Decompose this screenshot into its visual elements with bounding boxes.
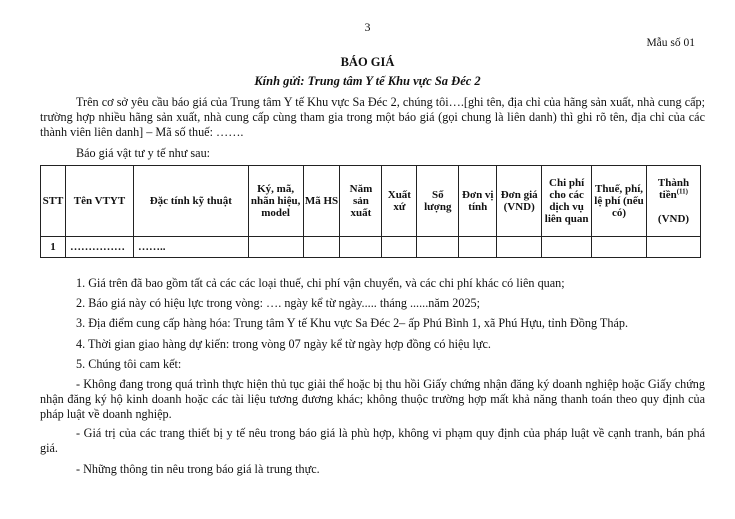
cell-origin: [382, 237, 417, 258]
commitment-3: - Những thông tin nêu trong báo giá là trung thực.: [76, 462, 320, 476]
cell-year: [340, 237, 382, 258]
form-number: Mẫu số 01: [646, 37, 695, 49]
header-spec: Đặc tính kỹ thuật: [133, 166, 248, 237]
cell-hs-code: [303, 237, 340, 258]
note-2: 2. Báo giá này có hiệu lực trong vòng: …. ngày kể từ ngày..... tháng ......năm 2025;: [76, 296, 481, 310]
greeting: Kính gửi: Trung tâm Y tế Khu vực Sa Đéc 2: [254, 74, 481, 88]
cell-tax: [592, 237, 647, 258]
header-stt: STT: [41, 166, 66, 237]
cell-model: [248, 237, 303, 258]
header-total-footnote: (11): [676, 187, 688, 196]
cell-spec: ……..: [133, 237, 248, 258]
cell-unit-price: [497, 237, 542, 258]
note-3: 3. Địa điểm cung cấp hàng hóa: Trung tâm Y tế Khu vực Sa Đéc 2– ấp Phú Bình 1, xã Phú Hựu, tỉnh Đồng Tháp.: [76, 316, 628, 330]
header-unit: Đơn vị tính: [459, 166, 497, 237]
commitment-1: - Không đang trong quá trình thực hiện thủ tục giải thể hoặc bị thu hồi Giấy chứng nhận đăng ký doanh nghiệp hoặc Giấy chứng nhận đăng ký hộ kinh doanh hoặc các tài liệu tương đương khác; không thuộc trường hợp mất khả năng thanh toán theo quy định của pháp luật về doanh nghiệp.: [40, 377, 705, 421]
document-title: BÁO GIÁ: [340, 55, 395, 69]
header-quantity: Số lượng: [417, 166, 459, 237]
note-4: 4. Thời gian giao hàng dự kiến: trong vòng 07 ngày kể từ ngày hợp đồng có hiệu lực.: [76, 337, 491, 351]
header-service-cost: Chi phí cho các dịch vụ liên quan: [542, 166, 592, 237]
cell-quantity: [417, 237, 459, 258]
header-origin: Xuất xứ: [382, 166, 417, 237]
page-number: 3: [364, 20, 371, 34]
cell-stt: 1: [41, 237, 66, 258]
header-unit-price: Đơn giá (VND): [497, 166, 542, 237]
note-1: 1. Giá trên đã bao gồm tất cả các các loại thuế, chi phí vận chuyển, và các chi phí khác có liên quan;: [76, 276, 565, 290]
header-model: Ký, mã, nhãn hiệu, model: [248, 166, 303, 237]
quote-table: [40, 165, 701, 258]
cell-name: ……………: [65, 237, 133, 258]
cell-total: [646, 237, 700, 258]
cell-service-cost: [542, 237, 592, 258]
header-total-label: Thành tiền: [657, 177, 690, 201]
header-total-unit: (VND): [657, 213, 690, 225]
header-year: Năm sản xuất: [340, 166, 382, 237]
header-name: Tên VTYT: [65, 166, 133, 237]
table-header-row: [41, 166, 701, 237]
table-row: [41, 237, 701, 258]
note-5: 5. Chúng tôi cam kết:: [76, 357, 182, 371]
header-total: [646, 166, 700, 237]
intro-paragraph: Trên cơ sở yêu cầu báo giá của Trung tâm Y tế Khu vực Sa Đéc 2, chúng tôi….[ghi tên, địa chỉ của hãng sản xuất, nhà cung cấp; trường hợp nhiều hãng sản xuất, nhà cung cấp cùng tham gia trong một báo giá (gọi chung là liên danh) thì ghi rõ tên, địa chỉ của các thành viên liên danh] – Mã số thuế: …….: [40, 95, 705, 139]
header-hs-code: Mã HS: [303, 166, 340, 237]
commitment-2: - Giá trị của các trang thiết bị y tế nêu trong báo giá là phù hợp, không vi phạm quy định của pháp luật về cạnh tranh, bán phá giá.: [40, 426, 705, 455]
header-tax: Thuế, phí, lệ phí (nếu có): [592, 166, 647, 237]
cell-unit: [459, 237, 497, 258]
table-lead: Báo giá vật tư y tế như sau:: [76, 146, 211, 160]
